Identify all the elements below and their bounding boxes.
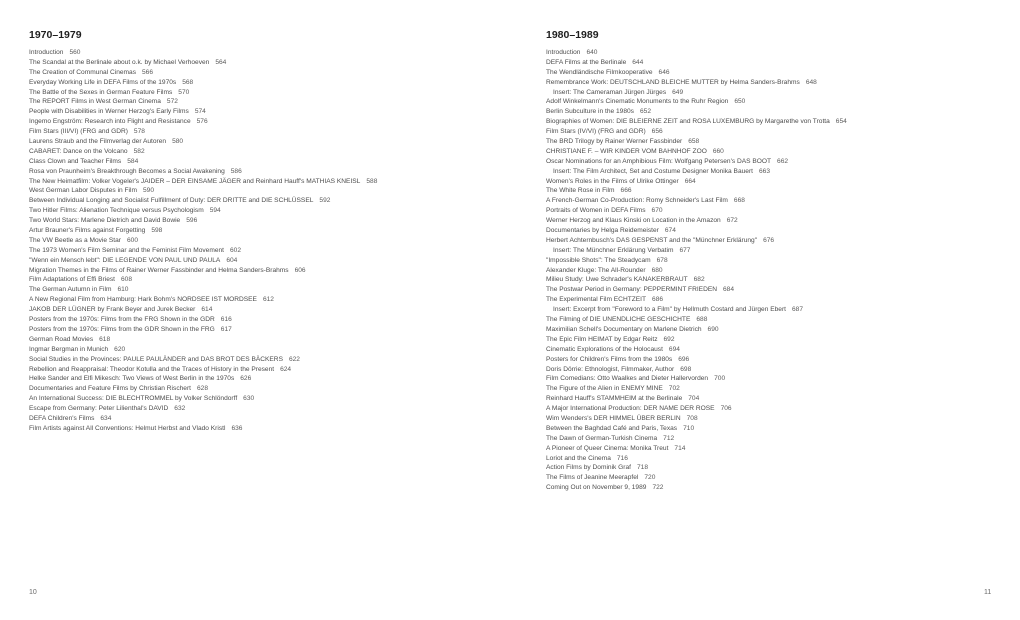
toc-entry — [29, 266, 509, 276]
toc-entry-title: The REPORT Films in West German Cinema — [29, 98, 161, 106]
toc-entry-title: Class Clown and Teacher Films — [29, 157, 122, 165]
toc-entry — [29, 196, 509, 206]
toc-entry — [546, 325, 1006, 335]
toc-entry-page: 640 — [586, 49, 598, 56]
toc-entry — [546, 88, 1006, 98]
toc-entry-page: 560 — [69, 49, 81, 56]
toc-entry-page: 706 — [720, 405, 732, 413]
toc-entry-title: Adolf Winkelmann's Cinematic Monuments to the Ruhr Region — [546, 98, 729, 106]
toc-entry-title: Doris Dörrie: Ethnologist, Filmmaker, Author — [546, 365, 675, 373]
toc-entry — [29, 355, 509, 365]
toc-entry-title: Oscar Nominations for an Amphibious Film: Wolfgang Petersen's DAS BOOT — [546, 157, 772, 165]
toc-entry — [29, 206, 509, 216]
toc-entry — [29, 246, 509, 256]
toc-entry-page: 690 — [707, 325, 719, 333]
toc-entry-title: The Creation of Communal Cinemas — [29, 68, 137, 76]
toc-entry-title: Ingemo Engström: Research into Flight and Resistance — [29, 118, 191, 126]
toc-entry-title: The Wendländische Filmkooperative — [546, 68, 653, 76]
toc-entry-title: The Experimental Film ECHTZEIT — [546, 296, 647, 304]
toc-entry-page: 636 — [231, 424, 243, 432]
toc-entry — [29, 285, 509, 295]
toc-entry-title: A French-German Co-Production: Romy Schneider's Last Film — [546, 197, 728, 205]
toc-entry-page: 576 — [196, 118, 208, 126]
toc-entry-title: Portraits of Women in DEFA Films — [546, 207, 646, 215]
toc-entry-title: Between the Baghdad Café and Paris, Texas — [546, 424, 678, 432]
toc-entry — [546, 305, 1006, 315]
toc-entry-title: DEFA Children's Films — [29, 414, 95, 422]
toc-entry-page: 566 — [142, 68, 154, 76]
toc-entry-title: Helke Sander and Elfi Mikesch: Two Views of West Berlin in the 1970s — [29, 375, 235, 383]
toc-entry — [546, 48, 1006, 58]
toc-entry-page: 564 — [215, 58, 227, 66]
toc-entry — [29, 97, 509, 107]
toc-entry-title: The New Heimatfilm: Volker Vogeler's JAIDER – DER EINSAME JÄGER and Reinhard Hauff's MATHIAS KNEISL — [29, 177, 361, 185]
toc-entry — [546, 394, 1006, 404]
toc-column-1980s — [546, 28, 1006, 493]
toc-entry — [546, 384, 1006, 394]
toc-entry — [29, 167, 509, 177]
toc-entry — [29, 216, 509, 226]
toc-entry-page: 662 — [777, 157, 789, 165]
toc-entry-title: The German Autumn in Film — [29, 286, 112, 294]
toc-entry-title: Berlin Subculture in the 1980s — [546, 108, 634, 116]
toc-entry — [546, 374, 1006, 384]
toc-entry-title: Film Comedians: Otto Waalkes and Dieter Hallervorden — [546, 375, 709, 383]
toc-entry-page: 604 — [226, 256, 238, 264]
toc-entry-page: 694 — [668, 345, 680, 353]
toc-entry-page: 590 — [142, 187, 154, 195]
toc-entry-title: People with Disabilities in Werner Herzog's Early Films — [29, 108, 189, 116]
toc-entry — [29, 305, 509, 315]
toc-entry-page: 610 — [117, 286, 129, 294]
toc-entry — [546, 226, 1006, 236]
toc-entry-title: The Dawn of German-Turkish Cinema — [546, 434, 658, 442]
toc-entry-title: Herbert Achternbusch's DAS GESPENST and the "Münchner Erklärung" — [546, 236, 758, 244]
toc-entry-title: Maximilian Schell's Documentary on Marlene Dietrich — [546, 325, 702, 333]
toc-entry — [546, 483, 1006, 493]
toc-entry — [29, 394, 509, 404]
toc-entry-title: Ingmar Bergman in Munich — [29, 345, 109, 353]
toc-entry — [546, 78, 1006, 88]
toc-entry-title: JAKOB DER LÜGNER by Frank Beyer and Jurek Becker — [29, 306, 196, 314]
toc-entry-page: 684 — [723, 286, 735, 294]
toc-entry-title: Alexander Kluge: The All-Rounder — [546, 266, 646, 274]
toc-entry-title: Film Artists against All Conventions: Helmut Herbst and Vlado Kristl — [29, 424, 226, 432]
toc-entry — [546, 473, 1006, 483]
toc-entry — [546, 434, 1006, 444]
toc-entry-title: Film Stars (IV/VI) (FRG and GDR) — [546, 128, 646, 136]
toc-entry-page: 608 — [121, 276, 133, 284]
toc-entry-title: The Epic Film HEIMAT by Edgar Reitz — [546, 335, 658, 343]
toc-column-1970s — [29, 28, 509, 434]
toc-entry — [546, 414, 1006, 424]
toc-entry — [546, 157, 1006, 167]
toc-entry-page: 632 — [174, 405, 186, 413]
toc-entry-page: 628 — [196, 385, 208, 393]
toc-entry — [29, 226, 509, 236]
toc-entry-title: Two Hitler Films: Alienation Technique versus Psychologism — [29, 207, 204, 215]
toc-entry-page: 624 — [280, 365, 292, 373]
toc-entry-page: 598 — [151, 227, 163, 235]
toc-entry-page: 692 — [663, 335, 675, 343]
toc-list-1980s — [546, 48, 1006, 493]
toc-entry-page: 582 — [133, 147, 145, 155]
toc-entry — [546, 117, 1006, 127]
toc-entry-page: 687 — [792, 306, 804, 314]
toc-entry-title: Milieu Study: Uwe Schrader's KANAKERBRAUT — [546, 276, 688, 284]
section-heading-1980s: 1980–1989 — [546, 29, 599, 41]
toc-entry — [546, 285, 1006, 295]
toc-entry — [29, 137, 509, 147]
toc-entry-title: The BRD Trilogy by Rainer Werner Fassbinder — [546, 138, 683, 146]
toc-entry-title: "Impossible Shots": The Steadycam — [546, 256, 651, 264]
toc-entry-page: 720 — [644, 474, 656, 482]
toc-entry — [29, 365, 509, 375]
toc-entry-title: Posters from the 1970s: Films from the FRG Shown in the GDR — [29, 316, 215, 324]
toc-entry — [29, 58, 509, 68]
toc-entry-page: 617 — [220, 325, 232, 333]
toc-entry-page: 674 — [664, 227, 676, 235]
toc-entry — [546, 127, 1006, 137]
toc-entry-title: Coming Out on November 9, 1989 — [546, 484, 647, 492]
toc-entry-title: A Major International Production: DER NAME DER ROSE — [546, 405, 715, 413]
toc-entry-title: West German Labor Disputes in Film — [29, 187, 137, 195]
toc-entry-title: Biographies of Women: DIE BLEIERNE ZEIT and ROSA LUXEMBURG by Margarethe von Trotta — [546, 118, 830, 126]
toc-entry — [546, 404, 1006, 414]
toc-entry-title: CABARET: Dance on the Volcano — [29, 147, 128, 155]
toc-entry — [546, 107, 1006, 117]
toc-entry — [546, 97, 1006, 107]
toc-entry-page: 588 — [366, 177, 378, 185]
toc-entry-title: Posters from the 1970s: Films from the GDR Shown in the FRG — [29, 325, 215, 333]
toc-entry-page: 676 — [763, 236, 775, 244]
toc-entry — [546, 424, 1006, 434]
toc-entry-page: 716 — [616, 454, 628, 462]
toc-entry — [29, 335, 509, 345]
toc-entry-title: Reinhard Hauff's STAMMHEIM at the Berlinale — [546, 395, 683, 403]
toc-entry-page: 618 — [99, 335, 111, 343]
toc-entry — [546, 137, 1006, 147]
toc-entry-title: Documentaries and Feature Films by Christian Rischert — [29, 385, 191, 393]
toc-entry-title: Werner Herzog and Klaus Kinski on Location in the Amazon — [546, 217, 721, 225]
toc-entry — [546, 256, 1006, 266]
toc-entry-title: A Pioneer of Queer Cinema: Monika Treut — [546, 444, 669, 452]
toc-entry — [29, 68, 509, 78]
toc-entry-page: 652 — [639, 108, 651, 116]
toc-entry — [546, 186, 1006, 196]
toc-entry-title: Escape from Germany: Peter Lilienthal's DAVID — [29, 405, 169, 413]
toc-entry — [29, 147, 509, 157]
toc-entry-page: 663 — [758, 167, 770, 175]
toc-entry-page: 686 — [652, 296, 664, 304]
page-number-right: 11 — [984, 589, 992, 596]
toc-entry-page: 682 — [693, 276, 705, 284]
toc-entry — [546, 463, 1006, 473]
toc-entry-page: 670 — [651, 207, 663, 215]
toc-entry-page: 678 — [656, 256, 668, 264]
toc-entry-title: The Figure of the Alien in ENEMY MINE — [546, 385, 663, 393]
toc-entry — [546, 365, 1006, 375]
toc-entry-page: 622 — [288, 355, 300, 363]
toc-entry-title: Artur Brauner's Films against Forgetting — [29, 227, 146, 235]
toc-entry — [29, 374, 509, 384]
toc-entry — [29, 325, 509, 335]
toc-entry-page: 704 — [688, 395, 700, 403]
toc-entry-title: Rosa von Praunheim's Breakthrough Becomes a Social Awakening — [29, 167, 225, 175]
toc-entry-page: 648 — [805, 78, 817, 86]
toc-entry-page: 710 — [683, 424, 695, 432]
toc-entry-title: Posters for Children's Films from the 1980s — [546, 355, 673, 363]
toc-entry-title: Laurens Straub and the Filmverlag der Autoren — [29, 138, 167, 146]
toc-entry — [29, 48, 509, 58]
toc-entry — [546, 68, 1006, 78]
toc-entry — [29, 295, 509, 305]
toc-entry-title: Film Adaptations of Effi Briest — [29, 276, 116, 284]
toc-entry-page: 654 — [835, 118, 847, 126]
toc-entry — [546, 315, 1006, 325]
toc-entry — [546, 454, 1006, 464]
section-heading-1970s: 1970–1979 — [29, 29, 82, 41]
toc-entry-title: The VW Beetle as a Movie Star — [29, 236, 121, 244]
toc-entry — [546, 266, 1006, 276]
toc-entry-page: 646 — [658, 68, 670, 76]
toc-entry — [29, 275, 509, 285]
toc-entry-page: 568 — [182, 78, 194, 86]
toc-entry — [546, 58, 1006, 68]
toc-entry-title: DEFA Films at the Berlinale — [546, 58, 627, 66]
toc-entry-title: Rebellion and Reappraisal: Theodor Kotulla and the Traces of History in the Present — [29, 365, 275, 373]
toc-entry — [546, 177, 1006, 187]
toc-entry-title: Migration Themes in the Films of Rainer Werner Fassbinder and Helma Sanders-Brahms — [29, 266, 289, 274]
toc-entry — [29, 315, 509, 325]
toc-entry-page: 592 — [319, 197, 331, 205]
toc-entry-title: Wim Wenders's DER HIMMEL ÜBER BERLIN — [546, 414, 681, 422]
toc-entry-page: 606 — [294, 266, 306, 274]
toc-entry-page: 594 — [209, 207, 221, 215]
toc-entry-page: 680 — [651, 266, 663, 274]
toc-entry-title: The 1973 Women's Film Seminar and the Feminist Film Movement — [29, 246, 224, 254]
toc-entry — [546, 196, 1006, 206]
toc-entry-page: 600 — [126, 236, 138, 244]
toc-entry-page: 649 — [672, 88, 684, 96]
toc-entry-page: 656 — [651, 128, 663, 136]
toc-entry-page: 688 — [696, 316, 708, 324]
toc-entry — [546, 167, 1006, 177]
toc-entry — [546, 444, 1006, 454]
toc-entry-page: 644 — [632, 58, 644, 66]
toc-entry-page: 702 — [668, 385, 680, 393]
toc-entry — [546, 206, 1006, 216]
toc-entry-title: Introduction — [29, 49, 64, 56]
toc-entry-page: 586 — [230, 167, 242, 175]
toc-entry-page: 574 — [194, 108, 206, 116]
toc-entry — [29, 177, 509, 187]
toc-entry-page: 612 — [262, 296, 274, 304]
toc-entry — [546, 275, 1006, 285]
toc-entry-page: 596 — [186, 217, 198, 225]
toc-entry-page: 584 — [127, 157, 139, 165]
toc-entry-page: 614 — [201, 306, 213, 314]
toc-entry — [29, 157, 509, 167]
toc-entry-title: CHRISTIANE F. – WIR KINDER VOM BAHNHOF ZOO — [546, 147, 707, 155]
toc-entry — [29, 404, 509, 414]
toc-entry-page: 650 — [734, 98, 746, 106]
toc-entry — [29, 424, 509, 434]
toc-entry-page: 700 — [714, 375, 726, 383]
toc-entry — [29, 345, 509, 355]
toc-entry-page: 572 — [166, 98, 178, 106]
toc-entry-page: 677 — [679, 246, 691, 254]
toc-entry — [546, 355, 1006, 365]
toc-entry-title: The Filming of DIE UNENDLICHE GESCHICHTE — [546, 316, 691, 324]
toc-list-1970s — [29, 48, 509, 434]
toc-entry — [546, 246, 1006, 256]
toc-entry — [29, 236, 509, 246]
toc-entry — [546, 216, 1006, 226]
toc-entry-title: Insert: The Münchner Erklärung Verbatim — [553, 246, 674, 254]
toc-entry-title: A New Regional Film from Hamburg: Hark Bohm's NORDSEE IST MORDSEE — [29, 296, 257, 304]
toc-entry — [546, 147, 1006, 157]
toc-entry-page: 666 — [620, 187, 632, 195]
toc-entry-page: 722 — [652, 484, 664, 492]
toc-entry-title: Documentaries by Helga Reidemeister — [546, 227, 659, 235]
toc-entry-title: Remembrance Work: DEUTSCHLAND BLEICHE MUTTER by Helma Sanders-Brahms — [546, 78, 800, 86]
toc-entry-title: Introduction — [546, 49, 581, 56]
toc-entry — [29, 414, 509, 424]
toc-entry-title: Women's Roles in the Films of Ulrike Ottinger — [546, 177, 679, 185]
toc-entry-title: Action Films by Dominik Graf — [546, 464, 632, 472]
toc-entry-page: 696 — [678, 355, 690, 363]
toc-entry — [546, 335, 1006, 345]
toc-entry — [546, 295, 1006, 305]
toc-entry-page: 718 — [637, 464, 649, 472]
toc-entry-title: Loriot and the Cinema — [546, 454, 611, 462]
toc-entry-page: 626 — [240, 375, 252, 383]
toc-entry-page: 714 — [674, 444, 686, 452]
toc-entry — [29, 186, 509, 196]
toc-entry-page: 658 — [688, 138, 700, 146]
toc-entry-title: The Battle of the Sexes in German Feature Films — [29, 88, 173, 96]
toc-entry-title: Between Individual Longing and Socialist Fulfillment of Duty: DER DRITTE and DIE SCHLÜSSEL — [29, 197, 314, 205]
toc-entry-page: 668 — [733, 197, 745, 205]
toc-entry — [29, 88, 509, 98]
toc-entry-title: The White Rose in Film — [546, 187, 615, 195]
toc-entry-page: 578 — [133, 128, 145, 136]
toc-entry-title: Insert: Excerpt from "Foreword to a Film" by Hellmuth Costard and Jürgen Ebert — [553, 306, 786, 314]
toc-entry-page: 570 — [178, 88, 190, 96]
toc-entry-page: 660 — [712, 147, 724, 155]
toc-entry-title: The Postwar Period in Germany: PEPPERMINT FRIEDEN — [546, 286, 717, 294]
toc-entry-title: Insert: The Film Architect, Set and Costume Designer Monika Bauert — [553, 167, 753, 175]
toc-entry-title: Insert: The Cameraman Jürgen Jürges — [553, 88, 667, 96]
page-number-left: 10 — [29, 589, 37, 596]
toc-entry-title: Cinematic Explorations of the Holocaust — [546, 345, 663, 353]
toc-entry-page: 712 — [663, 434, 675, 442]
toc-entry — [29, 127, 509, 137]
toc-entry-title: Film Stars (III/VI) (FRG and GDR) — [29, 128, 128, 136]
toc-entry-page: 580 — [172, 138, 184, 146]
toc-entry — [546, 236, 1006, 246]
toc-entry — [546, 345, 1006, 355]
toc-entry-title: Social Studies in the Provinces: PAULE PAULÄNDER and DAS BROT DES BÄCKERS — [29, 355, 283, 363]
toc-entry-title: The Films of Jeanine Meerapfel — [546, 474, 639, 482]
toc-entry-page: 630 — [243, 395, 255, 403]
toc-entry — [29, 117, 509, 127]
toc-entry-page: 698 — [680, 365, 692, 373]
toc-entry-title: An International Success: DIE BLECHTROMMEL by Volker Schlöndorff — [29, 395, 238, 403]
toc-entry-title: German Road Movies — [29, 335, 94, 343]
toc-entry — [29, 384, 509, 394]
toc-entry-page: 634 — [100, 414, 112, 422]
toc-entry-page: 620 — [114, 345, 126, 353]
toc-entry-title: Two World Stars: Marlene Dietrich and David Bowie — [29, 217, 181, 225]
toc-entry-page: 708 — [686, 414, 698, 422]
toc-entry-page: 616 — [220, 316, 232, 324]
toc-entry-title: The Scandal at the Berlinale about o.k. by Michael Verhoeven — [29, 58, 210, 66]
toc-entry-page: 664 — [684, 177, 696, 185]
toc-entry-title: "Wenn ein Mensch lebt": DIE LEGENDE VON PAUL UND PAULA — [29, 256, 221, 264]
toc-entry — [29, 256, 509, 266]
toc-entry-title: Everyday Working Life in DEFA Films of the 1970s — [29, 78, 177, 86]
toc-entry-page: 672 — [726, 217, 738, 225]
toc-entry — [29, 107, 509, 117]
toc-entry — [29, 78, 509, 88]
toc-entry-page: 602 — [230, 246, 242, 254]
